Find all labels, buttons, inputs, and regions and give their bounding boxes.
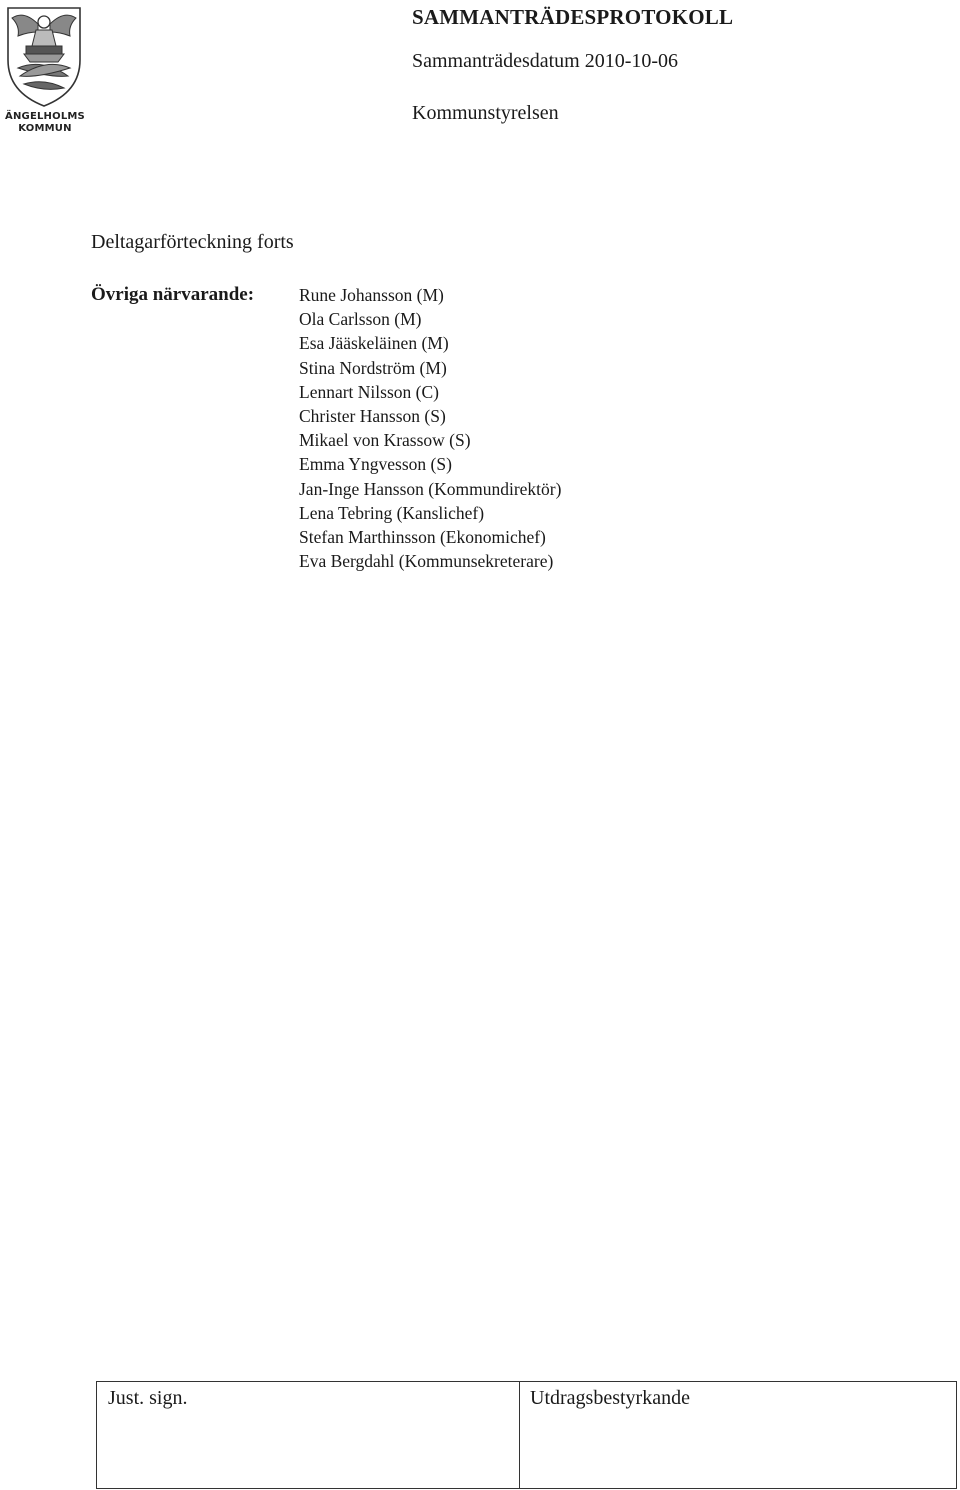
just-sign-label: Just. sign.	[108, 1387, 188, 1409]
attendee-list	[299, 283, 561, 573]
other-attendees-label: Övriga närvarande:	[91, 284, 255, 305]
attendee-item: Emma Yngvesson (S)	[299, 454, 452, 475]
document-header	[412, 4, 733, 126]
attendee-item: Stefan Marthinsson (Ekonomichef)	[299, 526, 546, 547]
certification-label: Utdragsbestyrkande	[530, 1387, 690, 1409]
attendee-item: Christer Hansson (S)	[299, 405, 446, 426]
section-title: Deltagarförteckning forts	[91, 231, 294, 253]
coat-of-arms-icon	[2, 2, 86, 108]
just-sign-cell	[97, 1382, 520, 1488]
board-name: Kommunstyrelsen	[412, 102, 559, 124]
municipality-logo	[2, 2, 86, 138]
attendee-item: Eva Bergdahl (Kommunsekreterare)	[299, 551, 554, 572]
attendee-item: Rune Johansson (M)	[299, 285, 444, 305]
attendee-item: Esa Jääskeläinen (M)	[299, 333, 449, 354]
attendee-item: Mikael von Krassow (S)	[299, 430, 471, 451]
attendee-item: Stina Nordström (M)	[299, 357, 447, 378]
document-title: SAMMANTRÄDESPROTOKOLL	[412, 5, 734, 29]
meeting-date: Sammanträdesdatum 2010-10-06	[412, 50, 679, 72]
attendee-item: Jan-Inge Hansson (Kommundirektör)	[299, 478, 562, 499]
attendee-item: Lena Tebring (Kanslichef)	[299, 502, 485, 523]
attendee-item: Ola Carlsson (M)	[299, 309, 422, 330]
signature-box	[96, 1381, 957, 1489]
logo-text-line1: ÄNGELHOLMS	[5, 111, 85, 122]
attendee-item: Lennart Nilsson (C)	[299, 381, 439, 402]
certification-cell	[520, 1382, 956, 1488]
logo-text-line2: KOMMUN	[18, 123, 72, 134]
